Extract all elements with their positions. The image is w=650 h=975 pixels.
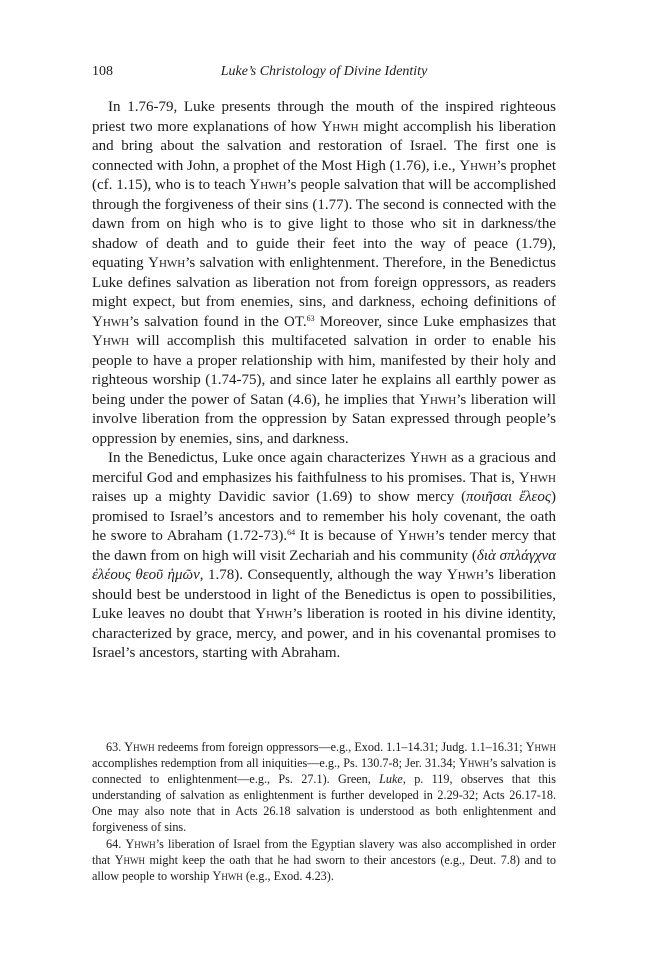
divine-name: Yhwh [249, 177, 287, 193]
text-segment: might keep the oath that he had sworn to their ancestors (e.g., Deut. 7.8) and to allow people to worship [92, 852, 556, 883]
divine-name: Yhwh [321, 118, 359, 135]
running-head [92, 63, 556, 81]
footnote-number: 64. [106, 836, 122, 851]
footnote-64 [92, 836, 556, 884]
text-segment: as a gracious and merciful God and emphasizes his faithfulness to his promises. That is, [92, 450, 556, 486]
divine-name: Yhwh [525, 740, 556, 754]
text-segment: ’s tender mercy that the dawn from on high will visit Zechariah and his community ( [92, 528, 556, 564]
text-segment: raises up a mighty Davidic savior (1.69) to show mercy ( [92, 489, 467, 505]
text-segment: Moreover, since Luke emphasizes that [314, 313, 556, 330]
footnote-number: 63. [106, 740, 122, 754]
divine-name: Yhwh [124, 740, 155, 754]
divine-name: Yhwh [459, 756, 490, 771]
text-segment: ’s liberation will involve liberation from the oppression by Satan expressed through people’s oppression by enemies, sins, and darkness. [92, 391, 556, 447]
text-segment: will accomplish this multifaceted salvation in order to enable his people to have a proper relationship with him, manifested by their holy and righteous worship (1.74-75), and since later he explains all earthly power as being under the power of Satan (4.6), he implies that [92, 333, 556, 408]
text-segment: ’s liberation of Israel from the Egyptian slavery was also accomplished in order that [92, 836, 556, 867]
footnote-ref-64[interactable]: 64 [287, 528, 296, 537]
divine-name: Yhwh [114, 852, 146, 867]
text-segment: ’s salvation is connected to enlightenment—e.g., Ps. 27.1). Green, [92, 756, 556, 787]
cited-work-title: Luke [379, 772, 403, 787]
text-segment: (e.g., Exod. 4.23). [242, 868, 334, 883]
footnotes [92, 739, 556, 884]
text-segment: ’s prophet (cf. 1.15), who is to teach [92, 157, 557, 193]
divine-name: Yhwh [446, 567, 484, 583]
paragraph-2 [92, 449, 556, 664]
divine-name: Yhwh [92, 313, 130, 330]
divine-name: Yhwh [397, 528, 435, 544]
text-segment: ) promised to Israel’s ancestors and to remember his holy covenant, the oath he swore to Abraham (1.72-73). [92, 489, 557, 544]
footnote-63 [92, 739, 556, 836]
page-number: 108 [92, 64, 113, 79]
greek-phrase: ποιῆσαι ἔλεος [466, 489, 552, 505]
text-segment: redeems from foreign oppressors—e.g., Exod. 1.1–14.31; Judg. 1.1–16.31; [154, 740, 526, 754]
divine-name: Yhwh [92, 333, 130, 349]
text-segment: In the Benedictus, Luke once again characterizes [108, 450, 410, 466]
text-segment: ’s people salvation that will be accomplished through the forgiveness of their sins (1.77). The second is connected with the dawn from on high who is to give light to those who sit in darkness/the shadow of death and to guide their feet into the way of peace (1.79), equating [92, 177, 556, 271]
text-segment: It is because of [295, 528, 398, 544]
main-text [92, 98, 556, 664]
divine-name: Yhwh [419, 391, 457, 408]
footnote-ref-63[interactable]: 63 [306, 313, 315, 323]
greek-phrase: διὰ σπλάγχνα ἐλέους θεοῦ ἡμῶν [92, 547, 556, 583]
text-segment: In 1.76-79, Luke presents through the mouth of the inspired righteous priest two more explanations of how [92, 99, 556, 135]
text-segment: ’s salvation with enlightenment. Therefore, in the Benedictus Luke defines salvation as liberation not from foreign oppressors, as readers might expect, but from enemies, sins, and darkness, echoing definitions of [92, 255, 556, 310]
text-segment: , 1.78). Consequently, although the way [199, 567, 447, 583]
divine-name: Yhwh [212, 868, 243, 883]
divine-name: Yhwh [125, 836, 156, 851]
text-segment: might accomplish his liberation and bring about the salvation and restoration of Israel. The first one is connected with John, a prophet of the Most High (1.76), i.e., [92, 118, 556, 174]
text-segment: ’s liberation is rooted in his divine identity, characterized by grace, mercy, and power, and in his covenantal promises to Israel’s ancestors, starting with Abraham. [92, 606, 556, 661]
text-segment: ’s liberation should best be understood in light of the Benedictus is open to possibilities, Luke leaves no doubt that [92, 567, 556, 622]
text-segment: ’s salvation found in the OT. [129, 313, 307, 330]
text-segment: accomplishes redemption from all iniquities—e.g., Ps. 130.7-8; Jer. 31.34; [92, 756, 460, 771]
divine-name: Yhwh [148, 255, 186, 271]
divine-name: Yhwh [409, 450, 447, 466]
paragraph-1 [92, 98, 556, 449]
text-segment: , p. 119, observes that this understanding of salvation as enlightenment is further developed in 2.29-32; Acts 26.17-18. One may also note that in Acts 26.18 salvation is understood as both enlightenment and forgiveness of sins. [92, 772, 556, 835]
divine-name: Yhwh [255, 606, 293, 622]
running-title: Luke’s Christology of Divine Identity [220, 64, 428, 79]
divine-name: Yhwh [518, 469, 556, 486]
divine-name: Yhwh [459, 157, 497, 174]
